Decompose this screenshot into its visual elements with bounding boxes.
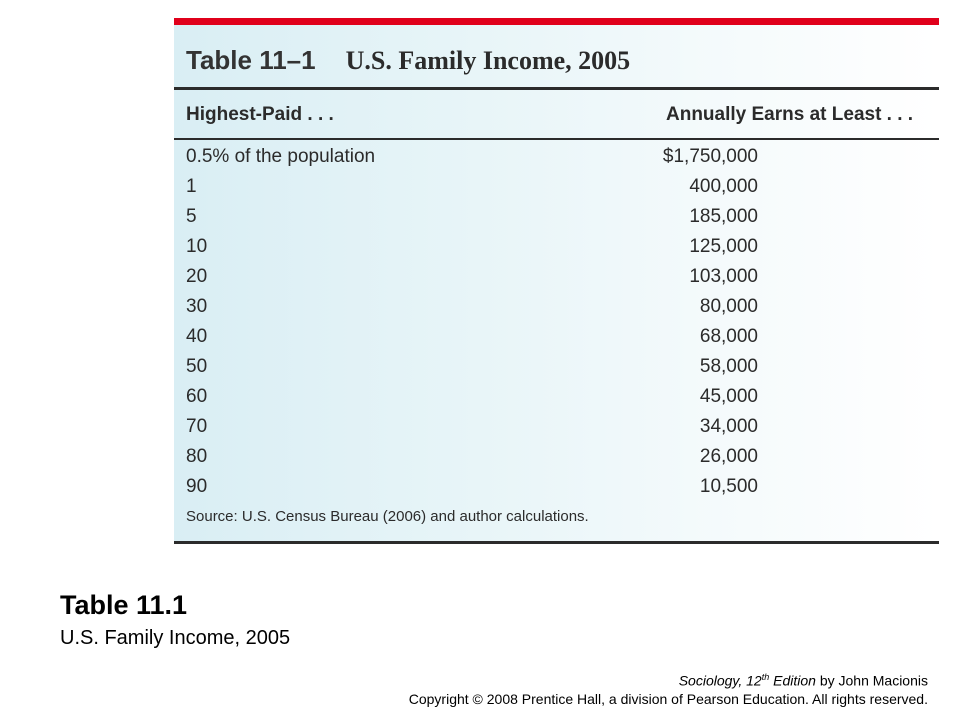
slide-title: Table 11.1 (60, 590, 188, 620)
percentile-cell: 30 (186, 296, 208, 317)
percentile-cell: 60 (186, 386, 208, 407)
table-row (174, 384, 939, 414)
percentile-cell: 40 (186, 326, 208, 347)
income-cell: 34,000 (699, 416, 758, 437)
percentile-cell: 70 (186, 416, 208, 437)
table-row (174, 474, 939, 504)
book-title: Sociology, 12 (678, 672, 762, 689)
top-accent-rule (174, 18, 939, 25)
header-bottom-rule (174, 138, 939, 140)
income-cell: 45,000 (699, 386, 758, 407)
table-row (174, 174, 939, 204)
income-cell: 125,000 (689, 236, 758, 257)
income-cell: 10,500 (699, 476, 758, 497)
income-cell: $1,750,000 (662, 146, 758, 167)
edition-word: Edition (769, 672, 816, 689)
table-row (174, 294, 939, 324)
income-cell: 103,000 (689, 266, 758, 287)
column-header-annual-earnings: Annually Earns at Least . . . (666, 104, 914, 125)
edition-superscript: th (761, 672, 770, 682)
table-row (174, 414, 939, 444)
table-row (174, 204, 939, 234)
figure-label: Table 11–1 (186, 45, 316, 75)
percentile-cell: 50 (186, 356, 208, 377)
income-cell: 26,000 (699, 446, 758, 467)
income-cell: 185,000 (689, 206, 758, 227)
source-note: Source: U.S. Census Bureau (2006) and author calculations. (186, 508, 589, 525)
table-bottom-rule (174, 541, 939, 544)
table-row (174, 354, 939, 384)
percentile-cell: 5 (186, 206, 197, 227)
table-row (174, 144, 939, 174)
income-cell: 80,000 (699, 296, 758, 317)
credit-line-book (409, 668, 928, 690)
table-row (174, 234, 939, 264)
percentile-cell: 0.5% of the population (186, 146, 376, 167)
header-top-rule (174, 87, 939, 90)
income-cell: 68,000 (699, 326, 758, 347)
percentile-cell: 20 (186, 266, 208, 287)
percentile-cell: 10 (186, 236, 208, 257)
slide-subtitle: U.S. Family Income, 2005 (60, 627, 291, 649)
figure-title (186, 44, 630, 77)
table-figure (174, 18, 939, 544)
copyright-credit (409, 668, 928, 708)
table-row (174, 444, 939, 474)
column-header-highest-paid: Highest-Paid . . . (186, 104, 334, 125)
percentile-cell: 1 (186, 176, 197, 197)
income-cell: 400,000 (689, 176, 758, 197)
table-row (174, 264, 939, 294)
figure-name: U.S. Family Income, 2005 (345, 46, 631, 75)
table-row (174, 324, 939, 354)
credit-line-copyright: Copyright © 2008 Prentice Hall, a division of Pearson Education. All rights reserved. (408, 690, 928, 707)
income-cell: 58,000 (699, 356, 758, 377)
percentile-cell: 80 (186, 446, 208, 467)
table-body (174, 144, 939, 504)
percentile-cell: 90 (186, 476, 208, 497)
book-author: by John Macionis (815, 672, 928, 689)
